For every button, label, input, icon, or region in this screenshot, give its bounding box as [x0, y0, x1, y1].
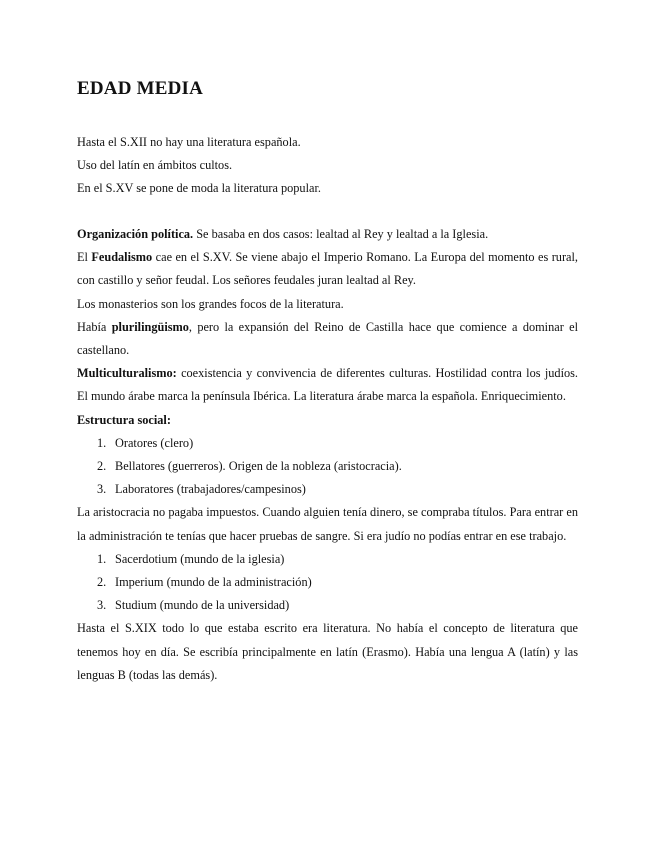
- feudalismo-paragraph: [77, 246, 578, 292]
- list-item-text: Laboratores (trabajadores/campesinos): [115, 482, 306, 497]
- list-item-number: 1.: [97, 435, 107, 450]
- list-item: [77, 432, 578, 455]
- page-title: EDAD MEDIA: [77, 78, 204, 99]
- multiculturalismo-label: Multiculturalismo:: [77, 366, 177, 381]
- organizacion-label: Organización política.: [77, 227, 194, 241]
- estructura-heading-label: Estructura social:: [77, 412, 171, 427]
- organizacion-paragraph: [77, 223, 578, 246]
- feudalismo-text: cae en el S.XV. Se viene abajo el Imperio Romano. La Europa del momento es rural, con castillo y señor feudal. Los señores feudales juran lealtad al Rey.: [77, 250, 578, 288]
- list-item-number: 2.: [97, 459, 107, 474]
- list-item-text: Bellatores (guerreros). Origen de la nobleza (aristocracia).: [115, 459, 402, 474]
- aristocracia-paragraph: La aristocracia no pagaba impuestos. Cuando alguien tenía dinero, se compraba títulos. Para entrar en la administración te tenías que hacer pruebas de sangre. Si era judío no podías entrar en ese trabajo.: [77, 505, 578, 543]
- list-item-number: 2.: [97, 575, 107, 590]
- feudalismo-pre: El: [77, 250, 92, 265]
- ambitos-list: [77, 548, 578, 618]
- final-paragraph: Hasta el S.XIX todo lo que estaba escrito era literatura. No había el concepto de literatura que tenemos hoy en día. Se escribía principalmente en latín (Erasmo). Había una lengua A (latín) y las lenguas B (todas las demás).: [77, 621, 578, 682]
- intro-line: Uso del latín en ámbitos cultos.: [77, 158, 233, 173]
- multiculturalismo-paragraph: [77, 362, 578, 408]
- plurilinguismo-paragraph: [77, 316, 578, 362]
- plurilinguismo-pre: Había: [77, 319, 112, 334]
- list-item: [77, 455, 578, 478]
- plurilinguismo-label: plurilingüismo: [111, 319, 189, 334]
- intro-block: [77, 131, 578, 201]
- intro-line: En el S.XV se pone de moda la literatura popular.: [77, 181, 321, 196]
- list-item: [77, 478, 578, 501]
- list-item-text: Sacerdotium (mundo de la iglesia): [115, 551, 285, 566]
- estructura-heading: [77, 409, 578, 432]
- list-item: [77, 571, 578, 594]
- organizacion-text: Se basaba en dos casos: lealtad al Rey y lealtad a la Iglesia.: [193, 227, 489, 241]
- estructura-social-list: [77, 432, 578, 502]
- monasterios-paragraph: Los monasterios son los grandes focos de la literatura.: [77, 296, 344, 311]
- list-item: [77, 594, 578, 617]
- intro-line: Hasta el S.XII no hay una literatura española.: [77, 135, 301, 149]
- list-item: [77, 548, 578, 571]
- list-item-text: Imperium (mundo de la administración): [115, 575, 312, 590]
- plurilinguismo-text: , pero la expansión del Reino de Castilla hace que comience a dominar el castellano.: [77, 319, 578, 358]
- feudalismo-label: Feudalismo: [91, 250, 153, 265]
- list-item-text: Studium (mundo de la universidad): [115, 598, 290, 613]
- body-block: [77, 223, 578, 687]
- list-item-number: 1.: [97, 551, 107, 566]
- multiculturalismo-text: coexistencia y convivencia de diferentes culturas. Hostilidad contra los judíos. El mundo árabe marca la península Ibérica. La literatura árabe marca la española. Enriquecimiento.: [77, 366, 578, 404]
- list-item-number: 3.: [97, 482, 107, 497]
- list-item-number: 3.: [97, 598, 107, 613]
- list-item-text: Oratores (clero): [115, 435, 194, 450]
